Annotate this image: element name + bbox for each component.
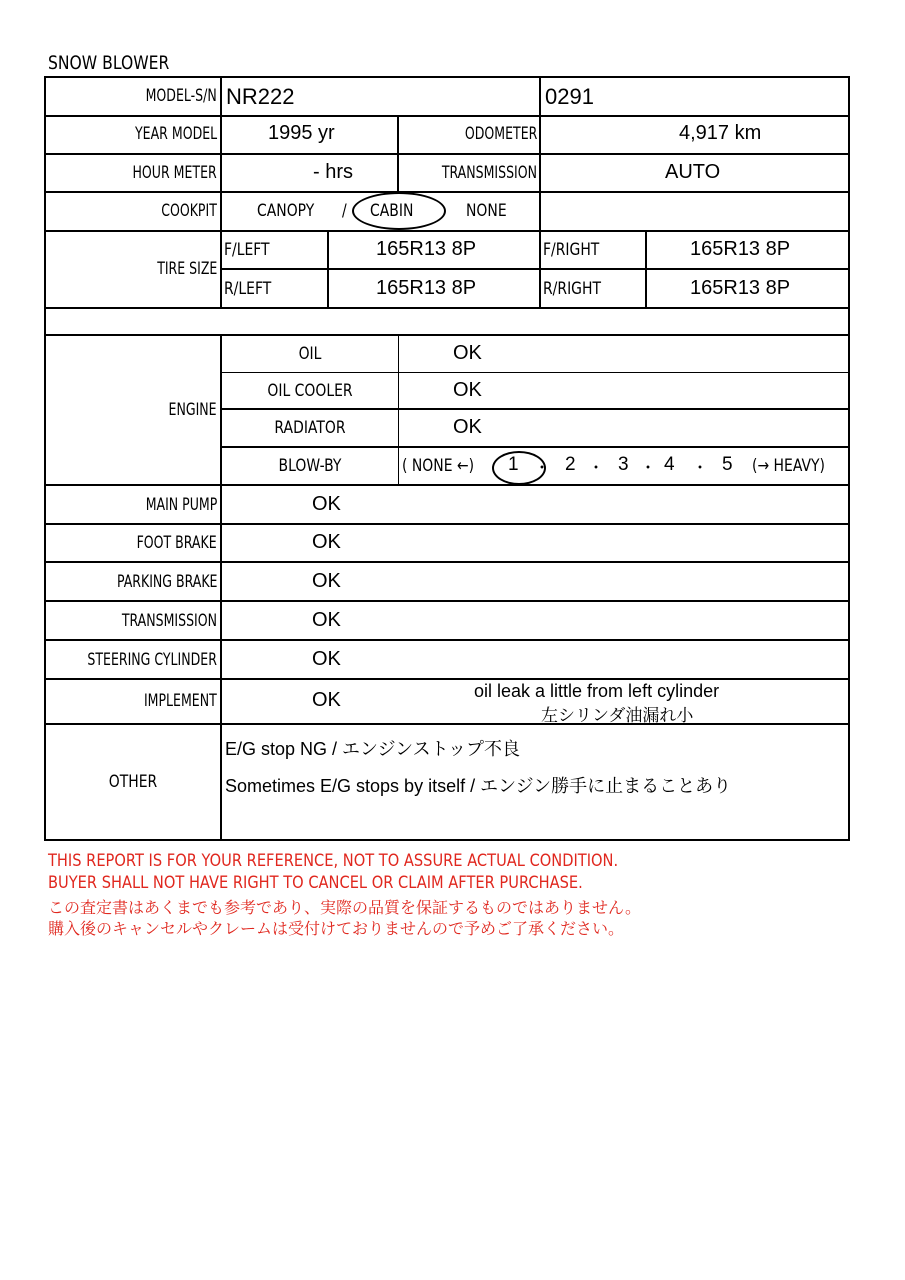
blowby-sep-2: ・ bbox=[588, 460, 605, 477]
blowby-level-5: 5 bbox=[722, 454, 733, 475]
transmission-type-value: AUTO bbox=[665, 161, 721, 183]
blowby-level-2: 2 bbox=[565, 454, 576, 475]
blowby-label: BLOW-BY bbox=[278, 456, 342, 476]
steering-cylinder-value: OK bbox=[312, 648, 341, 670]
tire-f-left-label: F/LEFT bbox=[224, 240, 270, 260]
cookpit-label: COOKPIT bbox=[161, 201, 217, 221]
blowby-scale-right: (→ HEAVY) bbox=[752, 456, 825, 476]
tire-r-right-label: R/RIGHT bbox=[543, 279, 601, 299]
blowby-sep-3: ・ bbox=[640, 460, 657, 477]
blowby-sep-4: ・ bbox=[692, 460, 709, 477]
foot-brake-label: FOOT BRAKE bbox=[136, 533, 217, 553]
hour-meter-value: - hrs bbox=[313, 161, 353, 183]
steering-cylinder-label: STEERING CYLINDER bbox=[87, 650, 217, 670]
year-model-label: YEAR MODEL bbox=[134, 124, 217, 144]
implement-label: IMPLEMENT bbox=[144, 691, 217, 711]
other-line-2: Sometimes E/G stops by itself / エンジン勝手に止まることあり bbox=[225, 776, 732, 796]
implement-note-jp: 左シリンダ油漏れ小 bbox=[541, 706, 694, 725]
disclaimer-line-1: THIS REPORT IS FOR YOUR REFERENCE, NOT TO ASSURE ACTUAL CONDITION. bbox=[48, 851, 619, 871]
main-pump-value: OK bbox=[312, 493, 341, 515]
cookpit-option-none: NONE bbox=[466, 201, 507, 221]
model-sn-label: MODEL-S/N bbox=[145, 86, 217, 106]
tire-f-right-label: F/RIGHT bbox=[543, 240, 600, 260]
year-model-value: 1995 yr bbox=[268, 122, 335, 144]
other-label: OTHER bbox=[108, 772, 158, 792]
cookpit-option-cabin: CABIN bbox=[370, 201, 414, 221]
cookpit-selected-circle bbox=[352, 192, 446, 230]
radiator-value: OK bbox=[453, 416, 482, 438]
serial-value: 0291 bbox=[545, 84, 594, 109]
oil-cooler-value: OK bbox=[453, 379, 482, 401]
odometer-value: 4,917 km bbox=[679, 122, 762, 144]
tire-r-left-value: 165R13 8P bbox=[376, 277, 477, 299]
transmission-label: TRANSMISSION bbox=[121, 611, 217, 631]
blowby-scale-left: ( NONE ←) bbox=[402, 456, 475, 476]
blowby-sep-1: ・ bbox=[534, 460, 551, 477]
model-value: NR222 bbox=[226, 84, 295, 109]
odometer-label: ODOMETER bbox=[464, 124, 537, 144]
disclaimer-line-2: BUYER SHALL NOT HAVE RIGHT TO CANCEL OR CLAIM AFTER PURCHASE. bbox=[48, 873, 583, 893]
page-title: SNOW BLOWER bbox=[48, 52, 170, 74]
tire-f-right-value: 165R13 8P bbox=[690, 238, 791, 260]
hour-meter-label: HOUR METER bbox=[132, 163, 217, 183]
blowby-level-1: 1 bbox=[508, 454, 519, 475]
foot-brake-value: OK bbox=[312, 531, 341, 553]
tire-f-left-value: 165R13 8P bbox=[376, 238, 477, 260]
radiator-label: RADIATOR bbox=[274, 418, 346, 438]
implement-note-en: oil leak a little from left cylinder bbox=[474, 681, 720, 701]
disclaimer-line-3: この査定書はあくまでも参考であり、実際の品質を保証するものではありません。 bbox=[48, 898, 641, 917]
main-pump-label: MAIN PUMP bbox=[145, 495, 217, 515]
transmission-type-label: TRANSMISSION bbox=[441, 163, 537, 183]
blowby-level-3: 3 bbox=[618, 454, 629, 475]
disclaimer-line-4: 購入後のキャンセルやクレームは受付けておりませんので予めご了承ください。 bbox=[48, 919, 625, 938]
other-line-1: E/G stop NG / エンジンストップ不良 bbox=[225, 739, 521, 759]
tire-r-left-label: R/LEFT bbox=[224, 279, 272, 299]
oil-cooler-label: OIL COOLER bbox=[267, 381, 353, 401]
implement-value: OK bbox=[312, 689, 341, 711]
engine-label: ENGINE bbox=[168, 400, 217, 420]
tire-size-label: TIRE SIZE bbox=[156, 259, 217, 279]
tire-r-right-value: 165R13 8P bbox=[690, 277, 791, 299]
cookpit-separator: / bbox=[342, 201, 347, 221]
transmission-value: OK bbox=[312, 609, 341, 631]
cookpit-option-canopy: CANOPY bbox=[257, 201, 315, 221]
parking-brake-value: OK bbox=[312, 570, 341, 592]
engine-oil-label: OIL bbox=[298, 344, 322, 364]
blowby-level-4: 4 bbox=[664, 454, 675, 475]
engine-oil-value: OK bbox=[453, 342, 482, 364]
parking-brake-label: PARKING BRAKE bbox=[116, 572, 217, 592]
